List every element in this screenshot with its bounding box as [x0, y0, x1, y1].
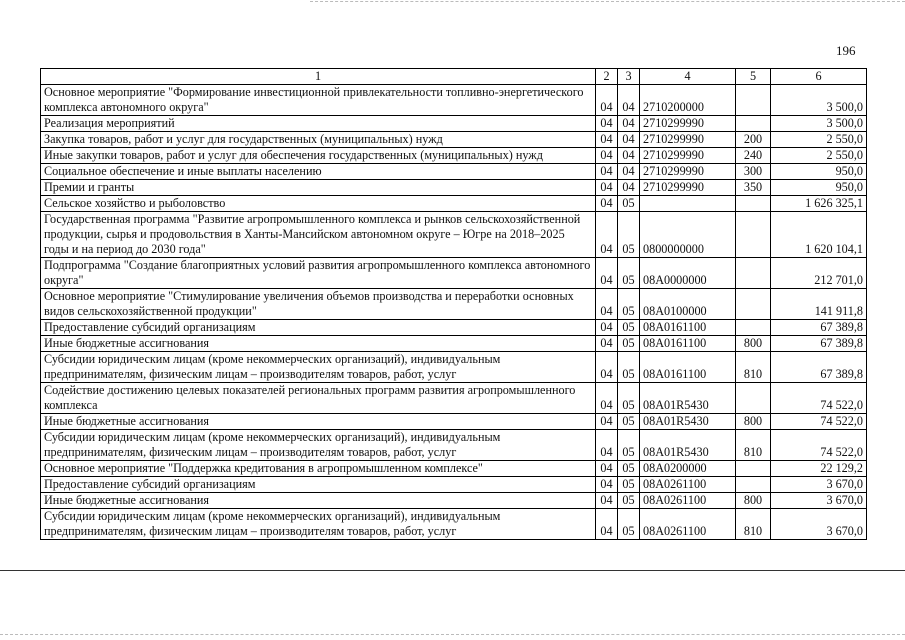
cell-name: Подпрограмма "Создание благоприятных условий развития агропромышленного комплекса автономного округа"	[41, 258, 596, 289]
table-row	[41, 132, 867, 148]
cell-expense-type: 810	[736, 430, 771, 461]
cell-section: 04	[596, 509, 618, 540]
cell-name: Иные закупки товаров, работ и услуг для обеспечения государственных (муниципальных) нужд	[41, 148, 596, 164]
cell-expense-type	[736, 461, 771, 477]
cell-name: Иные бюджетные ассигнования	[41, 414, 596, 430]
cell-subsection: 05	[618, 493, 640, 509]
table-row	[41, 509, 867, 540]
cell-section: 04	[596, 85, 618, 116]
cell-section: 04	[596, 493, 618, 509]
cell-name: Сельское хозяйство и рыболовство	[41, 196, 596, 212]
cell-name: Иные бюджетные ассигнования	[41, 336, 596, 352]
cell-section: 04	[596, 164, 618, 180]
cell-target-code: 2710299990	[640, 148, 736, 164]
cell-section: 04	[596, 336, 618, 352]
cell-name: Содействие достижению целевых показателей региональных программ развития агропромышленного комплекса	[41, 383, 596, 414]
cell-expense-type: 800	[736, 414, 771, 430]
cell-amount: 3 670,0	[771, 493, 867, 509]
table-row	[41, 352, 867, 383]
cell-subsection: 05	[618, 461, 640, 477]
table-row	[41, 180, 867, 196]
cell-section: 04	[596, 477, 618, 493]
cell-expense-type: 810	[736, 352, 771, 383]
cell-target-code: 08А01R5430	[640, 430, 736, 461]
cell-target-code: 08А0261100	[640, 493, 736, 509]
cell-amount: 74 522,0	[771, 414, 867, 430]
cell-target-code: 08А0200000	[640, 461, 736, 477]
cell-name: Социальное обеспечение и иные выплаты населению	[41, 164, 596, 180]
cell-name: Основное мероприятие "Стимулирование увеличения объемов производства и переработки основных видов сельскохозяйственной продукции"	[41, 289, 596, 320]
cell-subsection: 04	[618, 132, 640, 148]
cell-name: Предоставление субсидий организациям	[41, 477, 596, 493]
cell-amount: 3 500,0	[771, 116, 867, 132]
cell-expense-type	[736, 196, 771, 212]
cell-section: 04	[596, 116, 618, 132]
cell-target-code: 2710299990	[640, 116, 736, 132]
cell-amount: 1 626 325,1	[771, 196, 867, 212]
cell-section: 04	[596, 180, 618, 196]
budget-table	[40, 68, 867, 540]
cell-expense-type	[736, 477, 771, 493]
cell-subsection: 05	[618, 430, 640, 461]
cell-section: 04	[596, 352, 618, 383]
cell-target-code: 08А01R5430	[640, 383, 736, 414]
cell-amount: 212 701,0	[771, 258, 867, 289]
cell-subsection: 04	[618, 164, 640, 180]
table-row	[41, 461, 867, 477]
cell-target-code: 08А0000000	[640, 258, 736, 289]
cell-subsection: 04	[618, 85, 640, 116]
cell-amount: 3 670,0	[771, 477, 867, 493]
cell-name: Основное мероприятие "Формирование инвестиционной привлекательности топливно-энергетического комплекса автономного округа"	[41, 85, 596, 116]
cell-expense-type: 800	[736, 493, 771, 509]
cell-expense-type	[736, 289, 771, 320]
cell-name: Основное мероприятие "Поддержка кредитования в агропромышленном комплексе"	[41, 461, 596, 477]
table-row	[41, 477, 867, 493]
table-row	[41, 196, 867, 212]
cell-expense-type	[736, 85, 771, 116]
cell-subsection: 04	[618, 116, 640, 132]
cell-expense-type	[736, 258, 771, 289]
cell-target-code: 2710299990	[640, 180, 736, 196]
cell-expense-type: 300	[736, 164, 771, 180]
cell-name: Реализация мероприятий	[41, 116, 596, 132]
header-cell-subsection: 3	[618, 69, 640, 85]
cell-target-code: 2710299990	[640, 164, 736, 180]
cell-subsection: 05	[618, 414, 640, 430]
table-row	[41, 212, 867, 258]
cell-subsection: 05	[618, 509, 640, 540]
cell-target-code: 08А0161100	[640, 336, 736, 352]
scan-edge-top	[310, 1, 905, 2]
cell-name: Предоставление субсидий организациям	[41, 320, 596, 336]
cell-subsection: 05	[618, 212, 640, 258]
cell-target-code: 2710299990	[640, 132, 736, 148]
cell-amount: 74 522,0	[771, 430, 867, 461]
cell-target-code: 08А0261100	[640, 477, 736, 493]
cell-section: 04	[596, 212, 618, 258]
cell-subsection: 05	[618, 196, 640, 212]
cell-target-code: 2710200000	[640, 85, 736, 116]
table-row	[41, 493, 867, 509]
cell-name: Закупка товаров, работ и услуг для государственных (муниципальных) нужд	[41, 132, 596, 148]
cell-target-code: 08А0161100	[640, 352, 736, 383]
cell-amount: 67 389,8	[771, 320, 867, 336]
page-number: 196	[836, 43, 856, 58]
cell-section: 04	[596, 461, 618, 477]
header-cell-name: 1	[41, 69, 596, 85]
cell-target-code: 08А0100000	[640, 289, 736, 320]
cell-amount: 950,0	[771, 180, 867, 196]
table-row	[41, 336, 867, 352]
cell-amount: 67 389,8	[771, 336, 867, 352]
cell-target-code: 08А0161100	[640, 320, 736, 336]
cell-amount: 1 620 104,1	[771, 212, 867, 258]
cell-amount: 67 389,8	[771, 352, 867, 383]
table-row	[41, 164, 867, 180]
cell-amount: 3 500,0	[771, 85, 867, 116]
cell-subsection: 05	[618, 320, 640, 336]
cell-subsection: 04	[618, 148, 640, 164]
scan-edge-bottom	[0, 634, 905, 635]
header-cell-expense-type: 5	[736, 69, 771, 85]
cell-name: Субсидии юридическим лицам (кроме некоммерческих организаций), индивидуальным предпринимателям, физическим лицам – производителям товаров, работ, услуг	[41, 509, 596, 540]
cell-amount: 2 550,0	[771, 148, 867, 164]
table-row	[41, 258, 867, 289]
cell-target-code: 08А0261100	[640, 509, 736, 540]
cell-name: Премии и гранты	[41, 180, 596, 196]
header-cell-amount: 6	[771, 69, 867, 85]
cell-expense-type	[736, 320, 771, 336]
cell-expense-type	[736, 383, 771, 414]
cell-amount: 22 129,2	[771, 461, 867, 477]
header-cell-section: 2	[596, 69, 618, 85]
cell-subsection: 05	[618, 383, 640, 414]
cell-expense-type: 350	[736, 180, 771, 196]
cell-subsection: 05	[618, 336, 640, 352]
table-row	[41, 148, 867, 164]
cell-expense-type: 240	[736, 148, 771, 164]
cell-target-code: 08А01R5430	[640, 414, 736, 430]
cell-amount: 141 911,8	[771, 289, 867, 320]
cell-section: 04	[596, 383, 618, 414]
table-row	[41, 320, 867, 336]
cell-section: 04	[596, 148, 618, 164]
cell-expense-type	[736, 212, 771, 258]
cell-subsection: 05	[618, 352, 640, 383]
cell-target-code	[640, 196, 736, 212]
cell-expense-type: 810	[736, 509, 771, 540]
cell-section: 04	[596, 132, 618, 148]
table-row	[41, 383, 867, 414]
cell-section: 04	[596, 289, 618, 320]
table-row	[41, 289, 867, 320]
cell-section: 04	[596, 430, 618, 461]
cell-name: Государственная программа "Развитие агропромышленного комплекса и рынков сельскохозяйственной продукции, сырья и продовольствия в Ханты-Мансийском автономном округе – Югре на 2018–2025 годы и на период до 2030 года"	[41, 212, 596, 258]
cell-amount: 74 522,0	[771, 383, 867, 414]
cell-amount: 3 670,0	[771, 509, 867, 540]
cell-section: 04	[596, 196, 618, 212]
cell-subsection: 05	[618, 258, 640, 289]
cell-target-code: 0800000000	[640, 212, 736, 258]
cell-section: 04	[596, 258, 618, 289]
cell-amount: 950,0	[771, 164, 867, 180]
cell-expense-type: 800	[736, 336, 771, 352]
table-row	[41, 116, 867, 132]
cell-expense-type	[736, 116, 771, 132]
cell-subsection: 04	[618, 180, 640, 196]
table-row	[41, 414, 867, 430]
cell-name: Иные бюджетные ассигнования	[41, 493, 596, 509]
cell-name: Субсидии юридическим лицам (кроме некоммерческих организаций), индивидуальным предпринимателям, физическим лицам – производителям товаров, работ, услуг	[41, 352, 596, 383]
header-cell-target-code: 4	[640, 69, 736, 85]
cell-amount: 2 550,0	[771, 132, 867, 148]
cell-section: 04	[596, 320, 618, 336]
cell-expense-type: 200	[736, 132, 771, 148]
cell-subsection: 05	[618, 289, 640, 320]
scan-fold-line	[0, 570, 905, 571]
table-row	[41, 85, 867, 116]
table-row	[41, 430, 867, 461]
cell-name: Субсидии юридическим лицам (кроме некоммерческих организаций), индивидуальным предпринимателям, физическим лицам – производителям товаров, работ, услуг	[41, 430, 596, 461]
cell-subsection: 05	[618, 477, 640, 493]
table-header-row	[41, 69, 867, 85]
cell-section: 04	[596, 414, 618, 430]
